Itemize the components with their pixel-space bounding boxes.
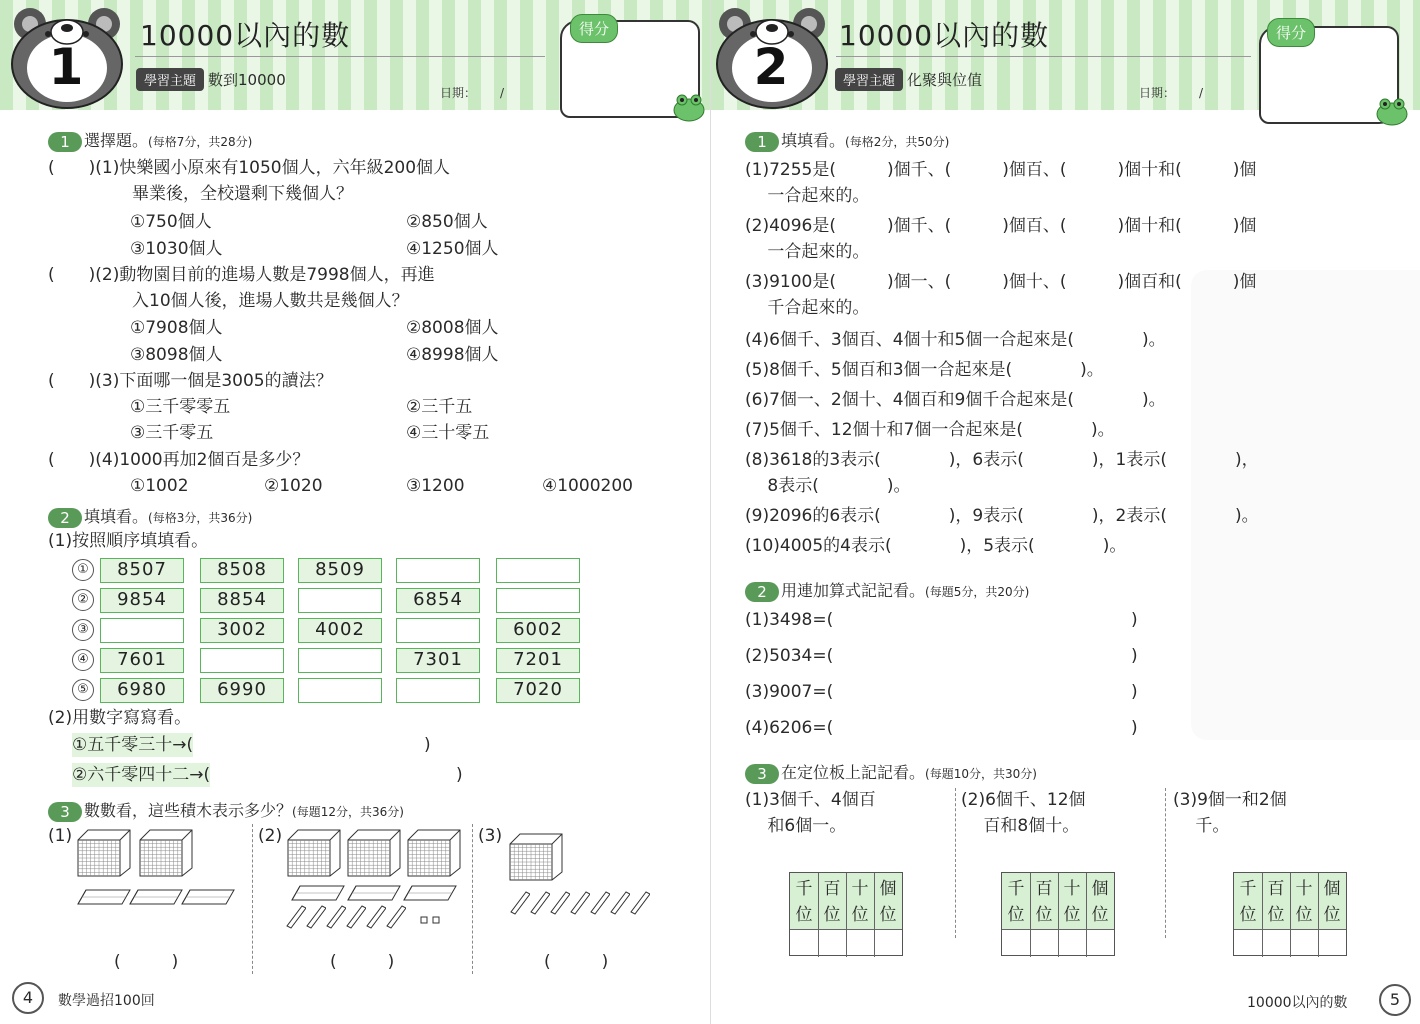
fill-line: 一合起來的。 — [745, 186, 870, 206]
blocks-label: (3) — [478, 826, 503, 846]
q1-option: ③1030個人 — [130, 239, 223, 259]
place-value-question: (1)3個千、4個百 — [745, 790, 876, 810]
sequence-cell: 4002 — [298, 618, 382, 643]
left-page: 1 10000以內的數 學習主題 數到10000 日期： / 得分 1 選擇題。(每格7分，共28分) ( )(1)快樂國小原來有1050個人，六年級200個人 畢業後，全校還剩下幾個人？ ①750個人 ②850個人 ③1030個人 ④1250個人 ( )(2)動物園目前的進場人數是7998個人，再進 入10個人後，進場人數共是幾個人？ ①7908個人 ②8008個人 ③8098個人 ④8998個人 ( )(3)下面哪一個是3005的讀法？ ①三千零零五 ②三千五 ③三千零五 ④三十零五 ( )(4)1000再加2個百是多少？ ①1002 ②1020 ③1200 ④1000200 2 填填看。(每格3分，共36分) (1)按照順序填填看。 ① 8507 8508 8509 ② 9854 8854 6854 ③ 3002 4002 6002 ④ 7601 7301 7201 ⑤ 6980 6990 7020 (2)用數字寫寫看。 ①五千零三十→( ) ②六千零四十二→( ) 3 數數看，這些積木表示多少？(每題12分，共36分) (1) (2) (3) ( ) ( ) ( ) 4 數學過招100回 — [0, 0, 710, 1024]
q2-line2: 入10個人後，進場人數共是幾個人？ — [132, 291, 409, 311]
ten-rod-icon — [530, 890, 550, 916]
row-number: ① — [72, 559, 94, 581]
q4-option: ③1200 — [406, 476, 465, 496]
expanded-form-line: (3)9007=( — [745, 682, 834, 702]
ten-rod-icon — [570, 890, 590, 916]
place-value-heading: 個 位 — [879, 879, 897, 925]
answer-blank: ( ) — [544, 952, 609, 972]
write-number-2: ②六千零四十二→( — [72, 765, 211, 785]
topic-tag: 學習主題 — [835, 68, 903, 91]
book-title: 10000以內的數 — [1247, 995, 1348, 1011]
sequence-blank[interactable] — [298, 588, 382, 613]
sequence-cell: 6002 — [496, 618, 580, 643]
fill-line: (7)5個千、12個十和7個一合起來是( )。 — [745, 420, 1115, 440]
sequence-cell: 3002 — [200, 618, 284, 643]
fill-line: (10)4005的4表示( )，5表示( )。 — [745, 536, 1127, 556]
ten-rod-icon — [630, 890, 650, 916]
lesson-number: 2 — [753, 38, 789, 96]
fill-line: 8表示( )。 — [745, 476, 911, 496]
place-value-board[interactable] — [1001, 872, 1115, 956]
sequence-cell: 8507 — [100, 558, 184, 583]
place-value-heading: 十 位 — [1063, 879, 1081, 925]
section-3-heading: 3 數數看，這些積木表示多少？(每題12分，共36分) — [48, 798, 404, 822]
sequence-cell: 9854 — [100, 588, 184, 613]
score-label: 得分 — [570, 14, 618, 43]
right-page: 2 10000以內的數 學習主題 化聚與位值 日期： / 得分 1 填填看。(每格2分，共50分) (1)7255是( )個千、( )個百、( )個十和( )個 一合起來的。 (2)4096是( )個千、( )個百、( )個十和( )個 一合起來的。 (3)9100是( )個一、( )個十、( )個百和( )個 千合起來的。 (4)6個千、3個百、4個十和5個一合起來是( )。 (5)8個千、5個百和3個一合起來是( )。 (6)7個一、2個十、4個百和9個千合起來是( )。 (7)5個千、12個十和7個一合起來是( )。 (8)3618的3表示( )，6表示( )，1表示( )， 8表示( )。 (9)2096的6表示( )，9表示( )，2表示( )。 (10)4005的4表示( )，5表示( )。 2 用連加算式記記看。(每題5分，共20分) (1)3498=( ) (2)5034=( ) (3)9007=( ) (4)6206=( ) 3 在定位板上記記看。(每題10分，共30分) (1)3個千、4個百 和6個一。 千 位 百 位 十 位 個 位 (2)6個千、12個 百和8個十。 千 位 百 位 十 位 個 位 (3)9個一和2個 千。 千 位 百 位 十 位 個 位 10000以內的數 5 — [710, 0, 1420, 1024]
book-title: 數學過招100回 — [58, 993, 155, 1009]
q2-option: ④8998個人 — [406, 345, 499, 365]
section-1-heading: 1 填填看。(每格2分，共50分) — [745, 128, 949, 152]
section-3-heading: 3 在定位板上記記看。(每題10分，共30分) — [745, 760, 1037, 784]
hundred-flat-icon — [290, 884, 346, 902]
sequence-blank[interactable] — [200, 648, 284, 673]
q3-option: ①三千零零五 — [130, 397, 231, 417]
fill-line: 千合起來的。 — [745, 298, 870, 318]
score-label: 得分 — [1267, 18, 1315, 47]
answer-blank: ( ) — [330, 952, 395, 972]
q3-option: ④三十零五 — [406, 423, 490, 443]
sequence-cell: 7601 — [100, 648, 184, 673]
hundred-flat-icon — [346, 884, 402, 902]
place-value-question: 和6個一。 — [745, 816, 847, 836]
date-field: 日期： / — [1139, 86, 1204, 100]
sequence-blank[interactable] — [396, 678, 480, 703]
q3-option: ②三千五 — [406, 397, 473, 417]
page-number: 5 — [1379, 984, 1411, 1016]
hundred-flat-icon — [76, 888, 132, 906]
unit-cube-icon — [432, 916, 440, 924]
q1-line1: ( )(1)快樂國小原來有1050個人，六年級200個人 — [48, 158, 451, 178]
place-value-question: (3)9個一和2個 — [1173, 790, 1287, 810]
sequence-cell: 8509 — [298, 558, 382, 583]
sequence-cell: 7201 — [496, 648, 580, 673]
sequence-blank[interactable] — [298, 648, 382, 673]
place-value-heading: 十 位 — [1295, 879, 1313, 925]
sequence-cell: 6854 — [396, 588, 480, 613]
thousand-cube-icon — [286, 828, 342, 878]
q4-option: ④1000200 — [542, 476, 633, 496]
ten-rod-icon — [286, 904, 306, 930]
fill-line: (5)8個千、5個百和3個一合起來是( )。 — [745, 360, 1104, 380]
fill-line: (2)4096是( )個千、( )個百、( )個十和( )個 — [745, 216, 1257, 236]
place-value-heading: 十 位 — [851, 879, 869, 925]
ten-rod-icon — [306, 904, 326, 930]
place-value-board[interactable] — [789, 872, 903, 956]
section-1-heading: 1 選擇題。(每格7分，共28分) — [48, 128, 252, 152]
q1-option: ①750個人 — [130, 212, 212, 232]
page-title: 10000以內的數 — [839, 19, 1050, 52]
sequence-blank[interactable] — [496, 588, 580, 613]
ten-rod-icon — [610, 890, 630, 916]
place-value-question: (2)6個千、12個 — [961, 790, 1086, 810]
place-value-heading: 百 位 — [823, 879, 841, 925]
answer-blank: ( ) — [114, 952, 179, 972]
ten-rod-icon — [590, 890, 610, 916]
hundred-flat-icon — [128, 888, 184, 906]
place-value-question: 百和8個十。 — [961, 816, 1080, 836]
sequence-cell: 7301 — [396, 648, 480, 673]
s2-part2: (2)用數字寫寫看。 — [48, 708, 192, 728]
thousand-cube-icon — [346, 828, 402, 878]
blocks-label: (2) — [258, 826, 283, 846]
ten-rod-icon — [550, 890, 570, 916]
place-value-heading: 千 位 — [795, 879, 813, 925]
row-number: ⑤ — [72, 679, 94, 701]
topic-tag: 學習主題 — [136, 68, 204, 91]
q3-option: ③三千零五 — [130, 423, 214, 443]
sequence-cell: 8508 — [200, 558, 284, 583]
q2-line1: ( )(2)動物園目前的進場人數是7998個人，再進 — [48, 265, 435, 285]
q3-line1: ( )(3)下面哪一個是3005的讀法？ — [48, 371, 333, 391]
fill-line: (9)2096的6表示( )，9表示( )，2表示( )。 — [745, 506, 1259, 526]
hundred-flat-icon — [180, 888, 236, 906]
place-value-heading: 個 位 — [1323, 879, 1341, 925]
place-value-heading: 千 位 — [1239, 879, 1257, 925]
q1-option: ②850個人 — [406, 212, 488, 232]
page-number: 4 — [12, 982, 44, 1014]
q2-option: ①7908個人 — [130, 318, 223, 338]
date-field: 日期： / — [440, 86, 505, 100]
topic-text: 數到10000 — [208, 71, 286, 89]
sequence-cell: 7020 — [496, 678, 580, 703]
place-value-board[interactable] — [1233, 872, 1347, 956]
ten-rod-icon — [510, 890, 530, 916]
blocks-label: (1) — [48, 826, 73, 846]
sequence-blank[interactable] — [496, 558, 580, 583]
hundred-flat-icon — [402, 884, 458, 902]
q4-option: ②1020 — [264, 476, 323, 496]
lesson-number: 1 — [48, 38, 84, 96]
ten-rod-icon — [346, 904, 366, 930]
ten-rod-icon — [326, 904, 346, 930]
q4-option: ①1002 — [130, 476, 189, 496]
fill-line: 一合起來的。 — [745, 242, 870, 262]
sequence-cell: 8854 — [200, 588, 284, 613]
expanded-form-line: (2)5034=( — [745, 646, 834, 666]
topic-text: 化聚與位值 — [907, 71, 983, 89]
sequence-cell: 6990 — [200, 678, 284, 703]
place-value-heading: 百 位 — [1035, 879, 1053, 925]
q4-line1: ( )(4)1000再加2個百是多少？ — [48, 450, 310, 470]
ten-rod-icon — [366, 904, 386, 930]
sequence-blank[interactable] — [100, 618, 184, 643]
expanded-form-line: (1)3498=( — [745, 610, 834, 630]
write-number-1: ①五千零三十→( — [72, 735, 194, 755]
s2-part1: (1)按照順序填填看。 — [48, 531, 209, 551]
sequence-blank[interactable] — [298, 678, 382, 703]
expanded-form-line: (4)6206=( — [745, 718, 834, 738]
place-value-heading: 個 位 — [1091, 879, 1109, 925]
place-value-question: 千。 — [1173, 816, 1230, 836]
fill-line: (1)7255是( )個千、( )個百、( )個十和( )個 — [745, 160, 1257, 180]
sequence-blank[interactable] — [396, 618, 480, 643]
page-title: 10000以內的數 — [140, 19, 351, 52]
sequence-cell: 6980 — [100, 678, 184, 703]
thousand-cube-icon — [508, 832, 564, 882]
section-2-heading: 2 填填看。(每格3分，共36分) — [48, 504, 252, 528]
q2-option: ③8098個人 — [130, 345, 223, 365]
q1-option: ④1250個人 — [406, 239, 499, 259]
sequence-blank[interactable] — [396, 558, 480, 583]
thousand-cube-icon — [138, 828, 194, 878]
place-value-heading: 百 位 — [1267, 879, 1285, 925]
place-value-heading: 千 位 — [1007, 879, 1025, 925]
row-number: ④ — [72, 649, 94, 671]
unit-cube-icon — [420, 916, 428, 924]
fill-line: (4)6個千、3個百、4個十和5個一合起來是( )。 — [745, 330, 1166, 350]
fill-line: (3)9100是( )個一、( )個十、( )個百和( )個 — [745, 272, 1257, 292]
fill-line: (8)3618的3表示( )，6表示( )，1表示( )， — [745, 450, 1259, 470]
ten-rod-icon — [386, 904, 406, 930]
q1-line2: 畢業後，全校還剩下幾個人？ — [132, 184, 353, 204]
q2-option: ②8008個人 — [406, 318, 499, 338]
thousand-cube-icon — [406, 828, 462, 878]
row-number: ② — [72, 589, 94, 611]
section-2-heading: 2 用連加算式記記看。(每題5分，共20分) — [745, 578, 1029, 602]
fill-line: (6)7個一、2個十、4個百和9個千合起來是( )。 — [745, 390, 1166, 410]
row-number: ③ — [72, 619, 94, 641]
thousand-cube-icon — [76, 828, 132, 878]
